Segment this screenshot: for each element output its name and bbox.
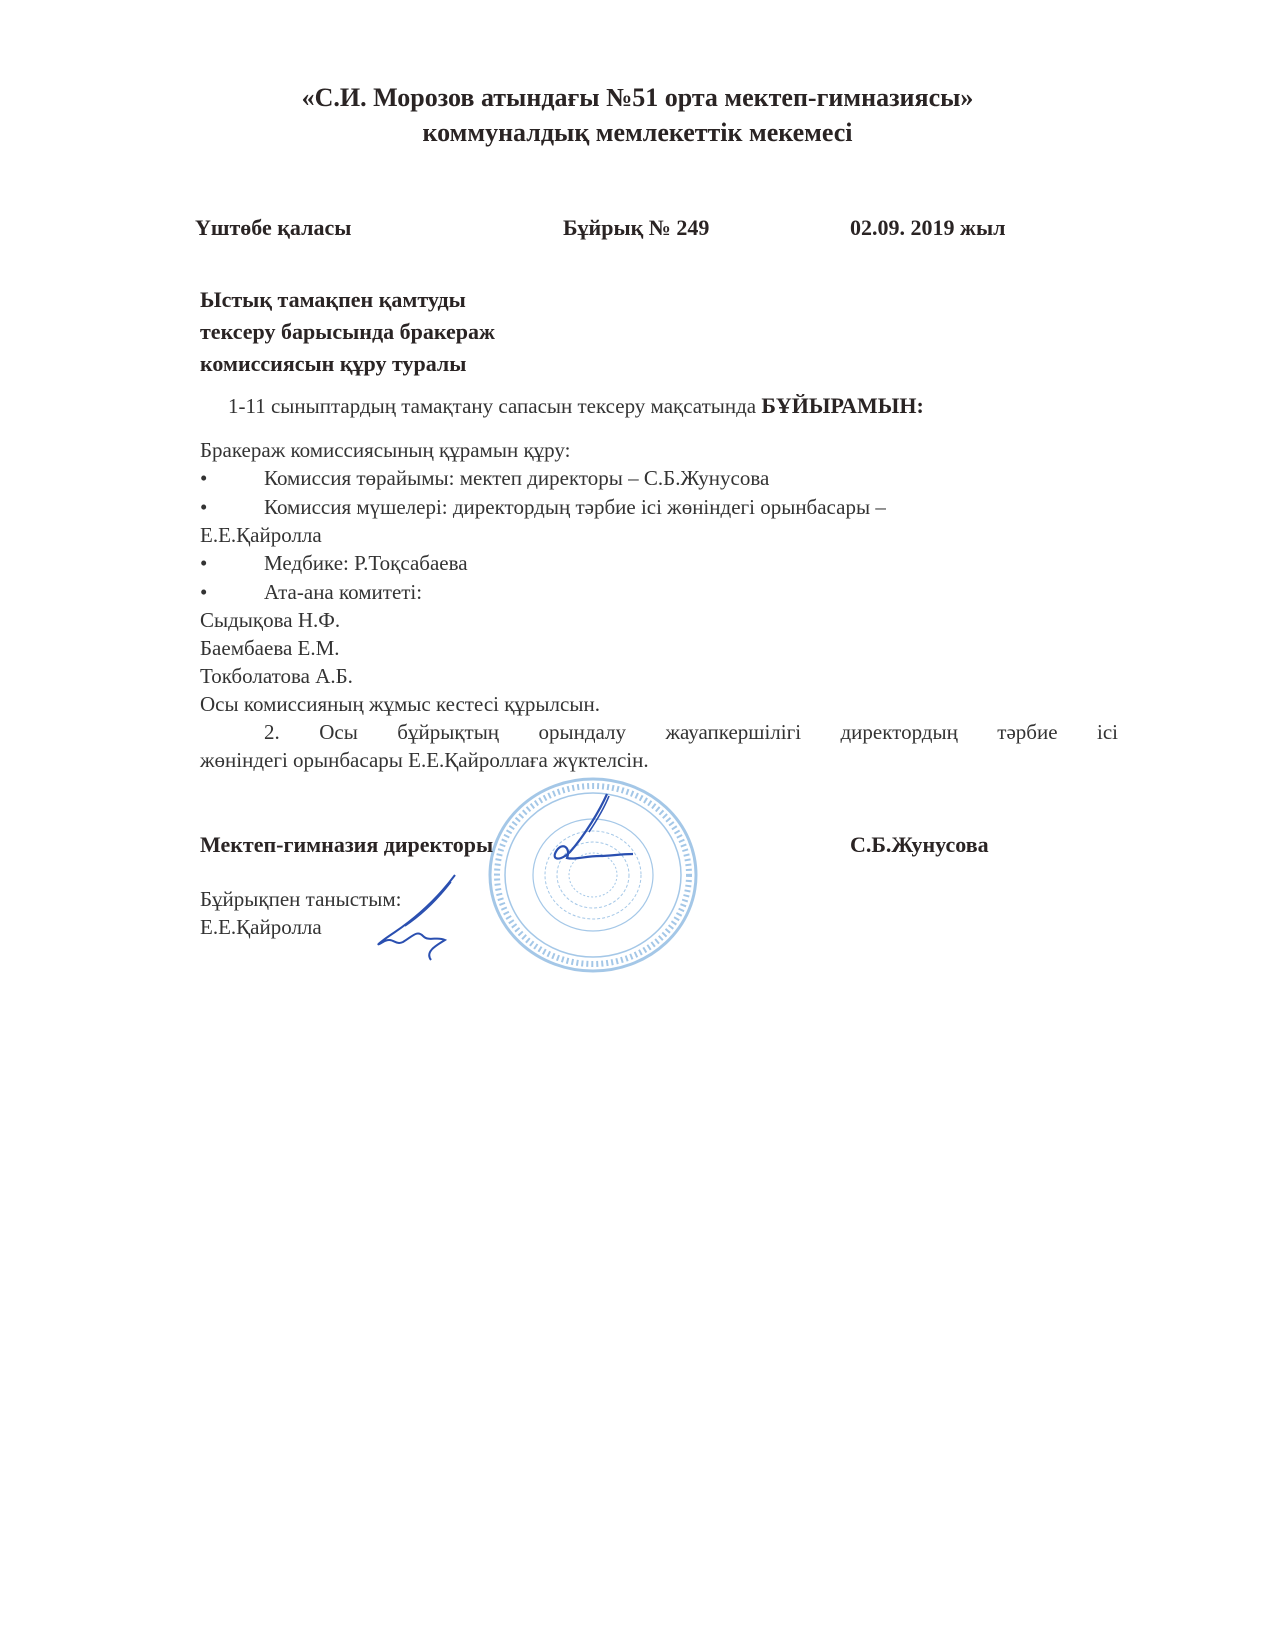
intro-text: 1-11 сыныптардың тамақтану сапасын тексеру мақсатында — [228, 394, 762, 418]
director-signature-icon — [545, 790, 635, 870]
order-intro — [228, 393, 924, 419]
signature-title: Мектеп-гимназия директоры — [200, 832, 494, 857]
committee-member: Сыдықова Н.Ф. — [200, 608, 341, 632]
acknowledgement-name: Е.Е.Қайролла — [200, 915, 322, 939]
bullet-continuation: Е.Е.Қайролла — [200, 523, 322, 547]
schedule-line: Осы комиссияның жұмыс кестесі құрылсын. — [200, 692, 600, 716]
subject-line: тексеру барысында бракераж — [200, 319, 495, 344]
order-subject — [200, 284, 495, 380]
committee-member: Токболатова А.Б. — [200, 664, 353, 688]
bullet-icon: • — [200, 466, 208, 490]
subject-line: Ыстық тамақпен қамтуды — [200, 287, 466, 312]
acknowledgement-signature-icon — [365, 870, 465, 965]
city: Үштөбе қаласы — [195, 215, 352, 240]
institution-subtitle: коммуналдық мемлекеттік мекемесі — [422, 118, 853, 147]
committee-member: Баембаева Е.М. — [200, 636, 340, 660]
point-2-line-1: 2. Осы бұйрықтың орындалу жауапкершілігі директордың тәрбие ісі — [264, 720, 1118, 744]
order-number: Бұйрық № 249 — [563, 215, 710, 240]
bullet-icon: • — [200, 551, 208, 575]
composition-heading: Бракераж комиссиясының құрамын құру: — [200, 438, 571, 462]
institution-title: «С.И. Морозов атындағы №51 орта мектеп-гимназиясы» — [301, 83, 974, 112]
point-2-line-2: жөніндегі орынбасары Е.Е.Қайроллаға жүктелсін. — [200, 748, 649, 772]
acknowledgement-label: Бұйрықпен таныстым: — [200, 887, 402, 911]
subject-line: комиссиясын құру туралы — [200, 351, 467, 376]
intro-emphasis: БҰЙЫРАМЫН: — [761, 393, 924, 418]
bullet-icon: • — [200, 580, 208, 604]
order-date: 02.09. 2019 жыл — [850, 215, 1006, 240]
bullet-icon: • — [200, 495, 208, 519]
signatory-name: С.Б.Жунусова — [850, 832, 989, 857]
